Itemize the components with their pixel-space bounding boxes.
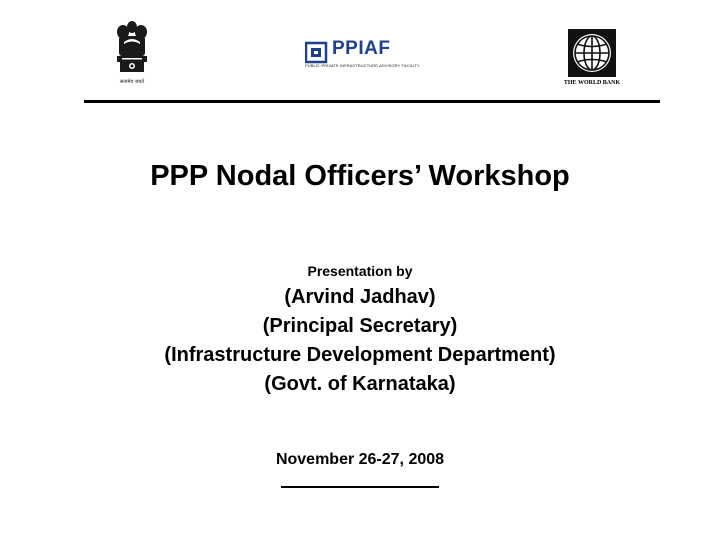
ppiaf-name: PPIAF [332, 38, 391, 59]
date-underline [281, 486, 439, 488]
presenter-name: (Arvind Jadhav) [284, 286, 436, 308]
national-emblem-icon [112, 18, 152, 88]
world-bank-caption: THE WORLD BANK [563, 80, 621, 86]
presenter-government: (Govt. of Karnataka) [264, 373, 456, 395]
slide-title: PPP Nodal Officers’ Workshop [150, 160, 570, 192]
workshop-date: November 26-27, 2008 [275, 451, 445, 468]
presented-by-label: Presentation by [307, 263, 413, 279]
emblem-caption: सत्यमेव जयते [119, 79, 145, 85]
ppiaf-tagline: PUBLIC-PRIVATE INFRASTRUCTURE ADVISORY FACILITY [305, 63, 420, 68]
world-bank-globe-icon [568, 29, 616, 77]
presenter-department: (Infrastructure Development Department) [164, 344, 556, 366]
presenter-role: (Principal Secretary) [262, 315, 458, 337]
header-divider [84, 100, 660, 103]
